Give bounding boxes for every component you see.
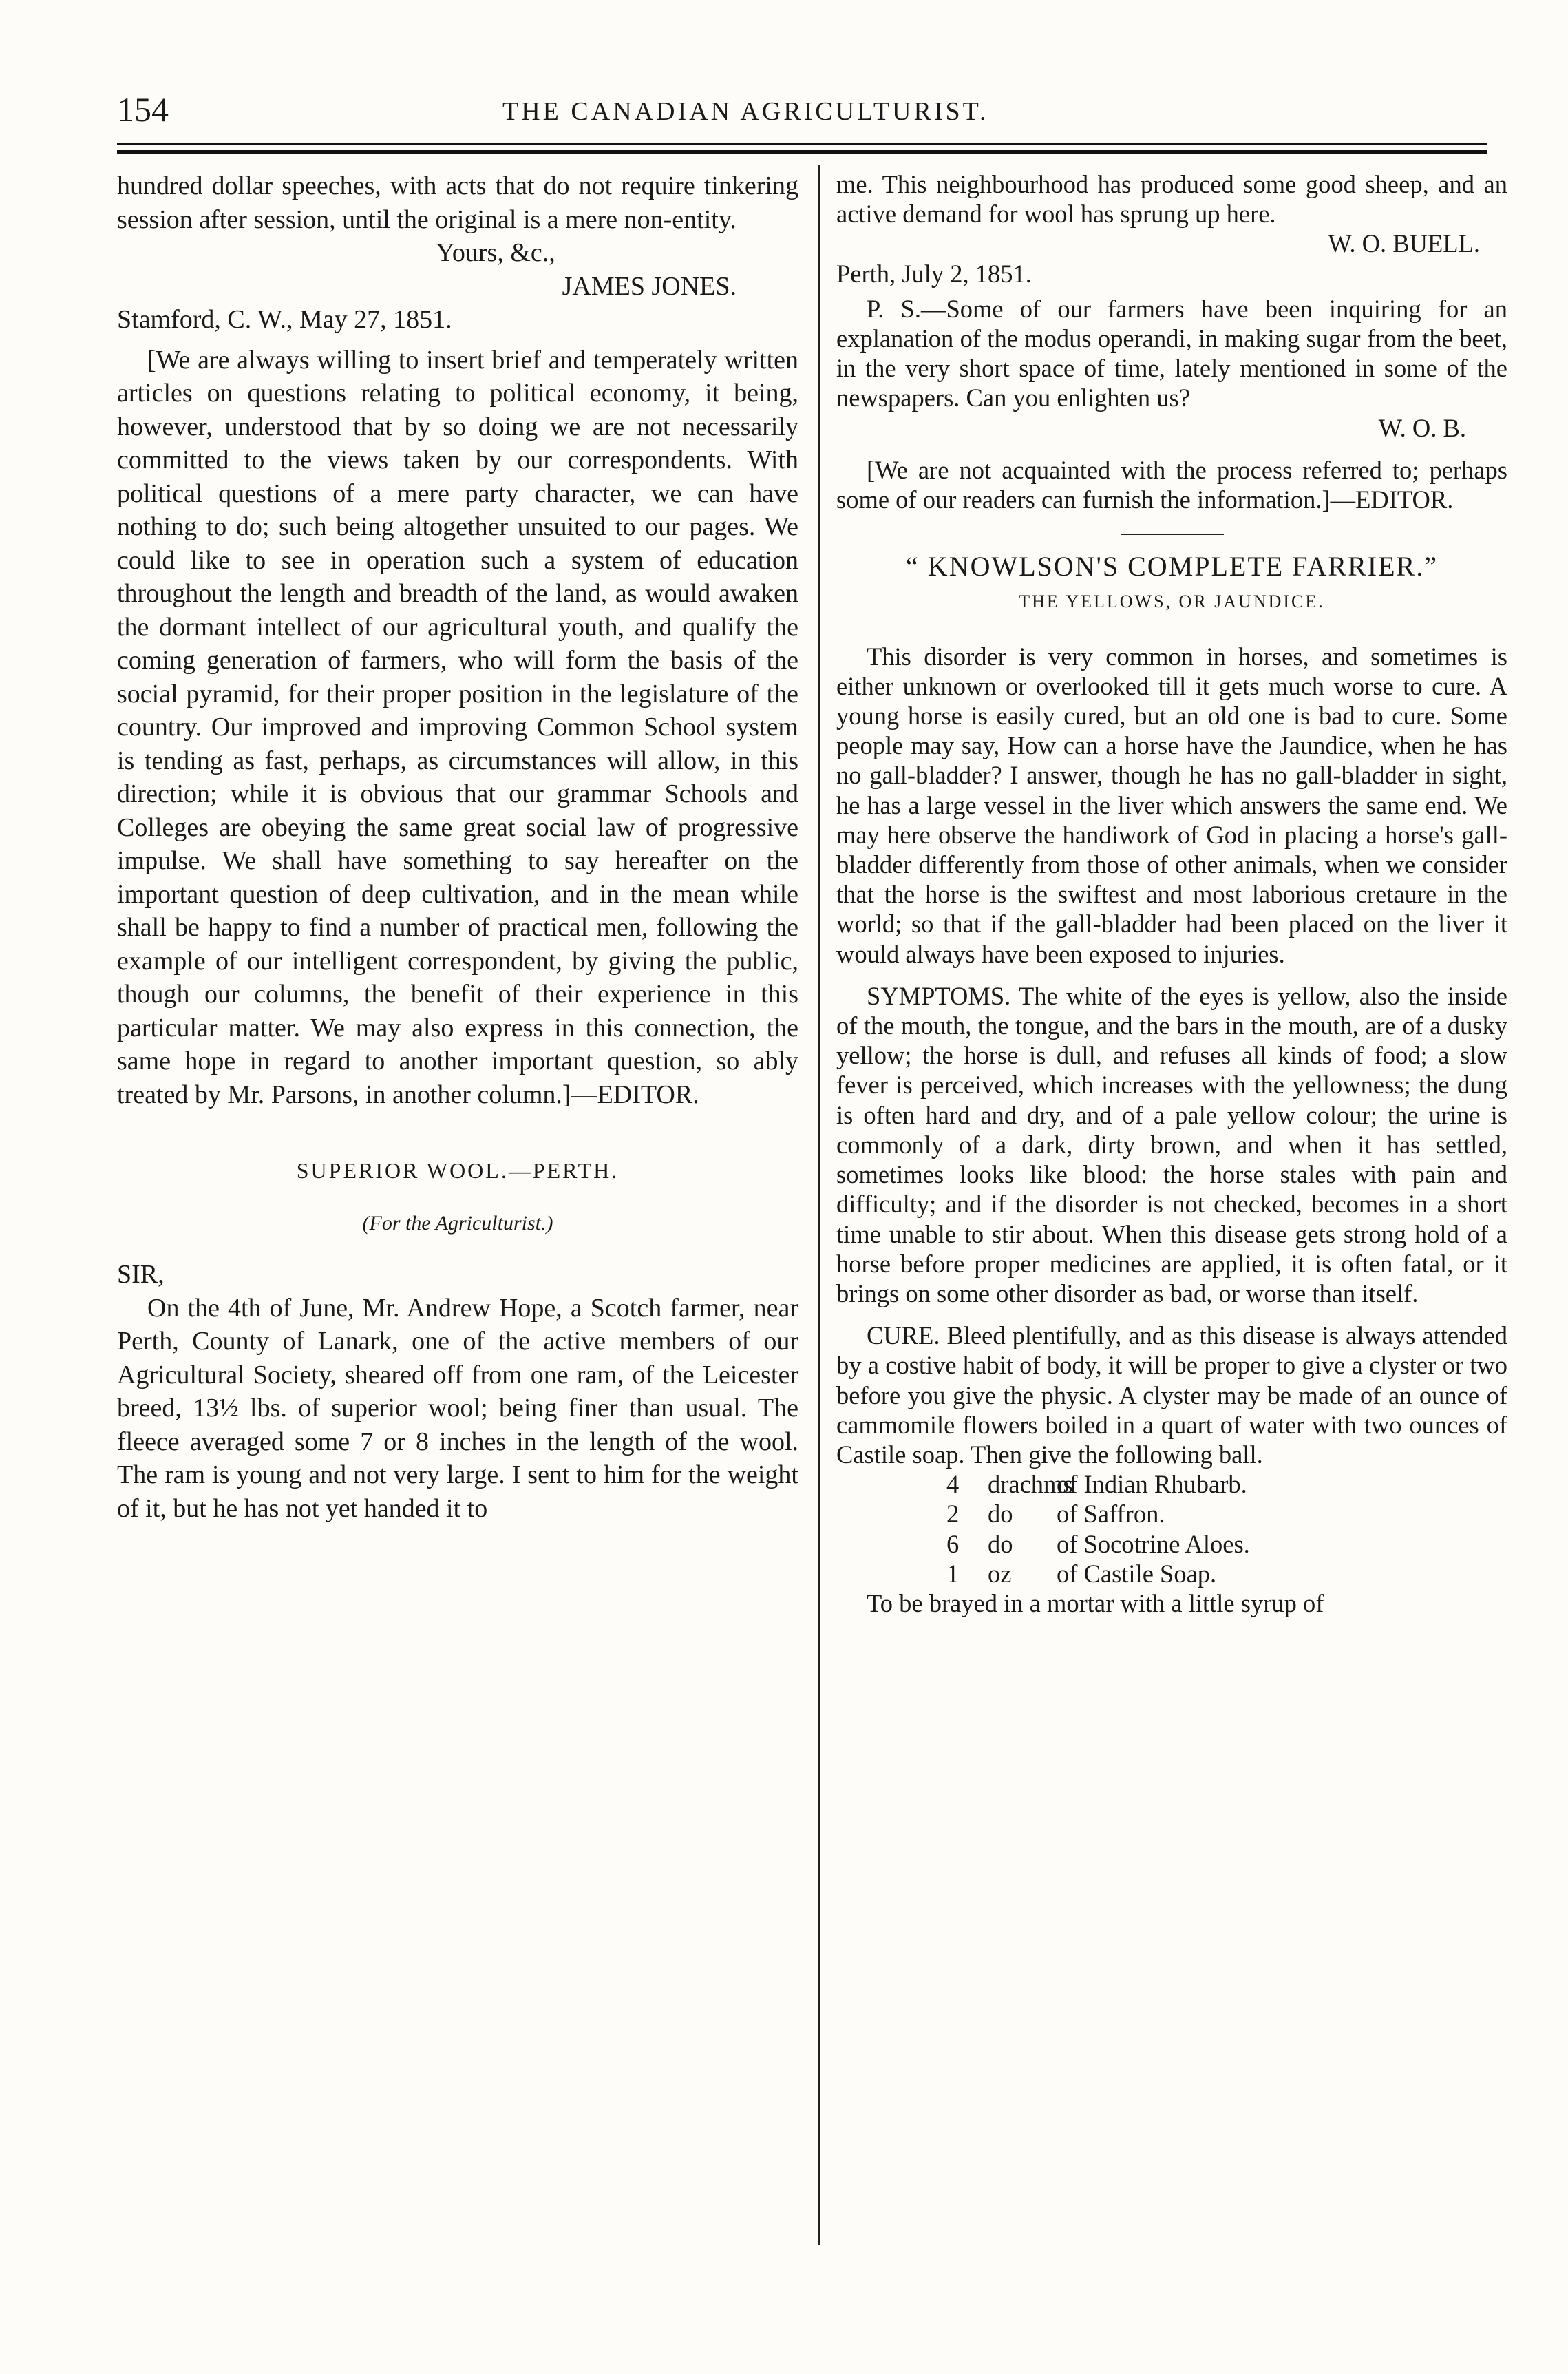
left-column	[117, 169, 798, 1525]
running-head: THE CANADIAN AGRICULTURIST.	[502, 97, 989, 126]
header-rule-bottom	[117, 150, 1487, 154]
symptoms-paragraph: SYMPTOMS. The white of the eyes is yellow, also the inside of the mouth, the tongue, and the bars in the mouth, are of a dusky yellow; the horse is dull, and refuses all kinds of food; a slow fever is perceived, which increases with the yellowness; the dung is often hard and dry, and of a pale yellow colour; the urine is commonly of a dark, dirty brown, and when it has settled, sometimes looks like blood: the horse stales with pain and difficulty; and if the disorder is not checked, becomes in a short time unable to stir about. When this disease gets strong hold of a horse before proper medicines are applied, it is often fatal, or it brings on some other disorder as bad, or worse than itself.	[836, 981, 1507, 1307]
recipe-row: 1 oz of Castile Soap.	[946, 1559, 1217, 1588]
signoff-place-date: Stamford, C. W., May 27, 1851.	[117, 305, 452, 334]
postscript-sign: W. O. B.	[1378, 413, 1466, 442]
page-number: 154	[117, 90, 169, 129]
cure-paragraph: CURE. Bleed plentifully, and as this disease is always attended by a costive habit of body, it will be proper to give a clyster or two before you give the physic. A clyster may be made of an ounce of cammomile flowers boiled in a quart of water with two ounces of Castile soap. Then give the following ball.	[836, 1321, 1507, 1469]
postscript: P. S.—Some of our farmers have been inquiring for an explanation of the modus operandi, in making sugar from the beet, in the very short space of time, lately mentioned in some of the newspapers. Can you enlighten us?	[836, 294, 1507, 412]
right-column	[836, 169, 1507, 1618]
recipe-row: 4 drachms of Indian Rhubarb.	[946, 1470, 1247, 1499]
jaundice-intro: This disorder is very common in horses, and sometimes is either unknown or overlooked till it gets much worse to cure. A young horse is easily cured, but an old one is bad to cure. Some people may say, How can a horse have the Jaundice, when he has no gall-bladder? I answer, though he has no gall-bladder in sight, he has a large vessel in the liver which answers the same end. We may here observe the handiwork of God in placing a horse's gall-bladder differently from those of other animals, when we consider that the horse is the swiftest and most laborious cretaure in the world; so that if the gall-bladder had been placed on the liver it would always have been exposed to injuries.	[836, 642, 1507, 968]
recipe-row: 6 do of Socotrine Aloes.	[946, 1529, 1250, 1558]
signoff-buell: W. O. BUELL.	[1328, 229, 1480, 258]
header-rule-top	[117, 143, 1487, 145]
farrier-title: “ KNOWLSON'S COMPLETE FARRIER.”	[906, 551, 1438, 582]
signoff-name: JAMES JONES.	[562, 271, 737, 301]
wool-paragraph: On the 4th of June, Mr. Andrew Hope, a Scotch farmer, near Perth, County of Lanark, one of the active members of our Agricultural Society, sheared off from one ram, of the Leicester breed, 13½ lbs. of superior wool; being finer than usual. The fleece averaged some 7 or 8 inches in the length of the wool. The ram is young and not very large. I sent to him for the weight of it, but he has not yet handed it to	[117, 1293, 798, 1523]
column-divider	[818, 165, 820, 2245]
salutation: SIR,	[117, 1260, 165, 1289]
section-divider	[1121, 534, 1224, 535]
signoff-perth-date: Perth, July 2, 1851.	[836, 259, 1032, 288]
editor-note: [We are always willing to insert brief and temperately written articles on questions relating to political economy, it being, however, understood that by so doing we are not necessarily committed to the views taken by our correspondents. With political questions of a mere party character, we can have nothing to do; such being altogether unsuited to our pages. We could like to see in operation such a system of education throughout the length and breadth of the land, as would awaken the dormant intellect of our agricultural youth, and qualify the coming generation of farmers, who will form the basis of the social pyramid, for their proper position in the legislature of the country. Our improved and improving Common School system is tending as fast, perhaps, as circumstances will allow, in this direction; while it is obvious that our grammar Schools and Colleges are obeying the same great social law of progressive impulse. We shall have something to say hereafter on the important question of deep cultivation, and in the mean while shall be happy to find a number of practical men, following the example of our intelligent correspondent, by giving the public, though our columns, the benefit of their experience in this particular matter. We may also express in this connection, the same hope in regard to another important question, so ably treated by Mr. Parsons, in another column.]—EDITOR.	[117, 345, 798, 1109]
farrier-subtitle: THE YELLOWS, OR JAUNDICE.	[1019, 591, 1325, 612]
signoff-yours: Yours, &c.,	[436, 238, 555, 267]
section-title-wool: SUPERIOR WOOL.—PERTH.	[296, 1158, 619, 1183]
recipe-continuation: To be brayed in a mortar with a little syrup of	[867, 1588, 1324, 1617]
page-header	[117, 90, 1466, 138]
wool-continuation: me. This neighbourhood has produced some good sheep, and an active demand for wool has sprung up here.	[836, 170, 1507, 229]
recipe-list	[946, 1469, 1507, 1588]
recipe-row: 2 do of Saffron.	[946, 1500, 1165, 1529]
letter-closing-paragraph: hundred dollar speeches, with acts that do not require tinkering session after session, until the original is a mere non-entity.	[117, 171, 798, 234]
section-source: (For the Agriculturist.)	[362, 1211, 553, 1235]
editor-reply: [We are not acquainted with the process referred to; perhaps some of our readers can furnish the information.]—EDITOR.	[836, 455, 1507, 514]
